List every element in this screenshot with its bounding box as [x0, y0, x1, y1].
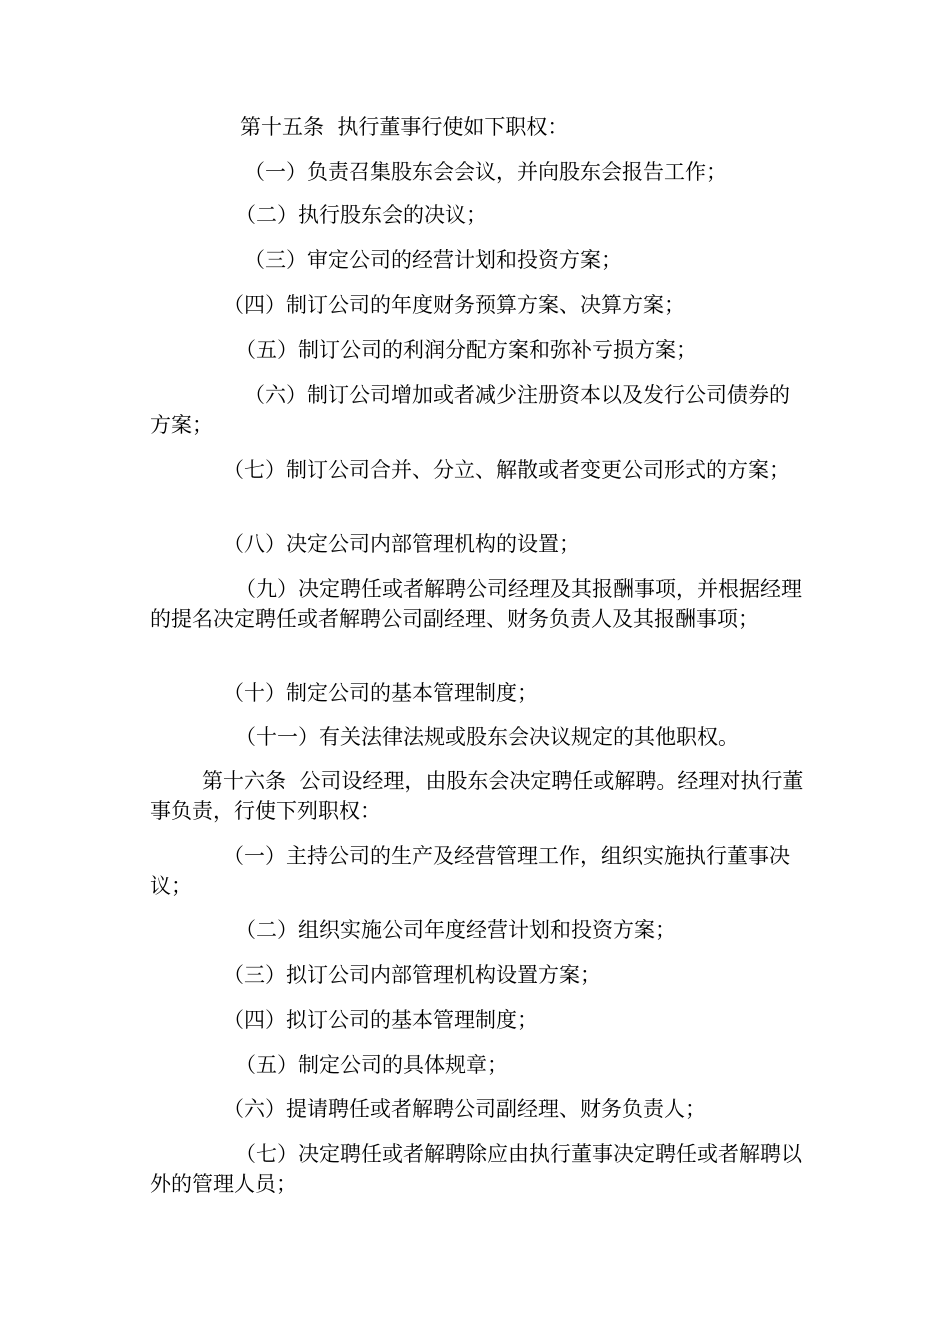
article-15-item-4: （四）制订公司的年度财务预算方案、决算方案； — [223, 293, 685, 317]
article-15-heading: 第十五条 执行董事行使如下职权： — [240, 115, 569, 139]
article-16-item-3: （三）拟订公司内部管理机构设置方案； — [223, 963, 601, 987]
article-15-item-6: （六）制订公司增加或者减少注册资本以及发行公司债券的方案； — [150, 383, 790, 437]
article-15-item-1: （一）负责召集股东会会议，并向股东会报告工作； — [244, 160, 727, 184]
article-15-item-8: （八）决定公司内部管理机构的设置； — [223, 532, 580, 556]
article-15-item-3: （三）审定公司的经营计划和投资方案； — [244, 248, 622, 272]
article-16-item-6: （六）提请聘任或者解聘公司副经理、财务负责人； — [223, 1097, 706, 1121]
article-15-item-7: （七）制订公司合并、分立、解散或者变更公司形式的方案； — [223, 458, 790, 482]
article-16-item-2: （二）组织实施公司年度经营计划和投资方案； — [235, 918, 676, 942]
article-16-item-7: （七）决定聘任或者解聘除应由执行董事决定聘任或者解聘以外的管理人员； — [150, 1142, 802, 1196]
article-15-item-10: （十）制定公司的基本管理制度； — [223, 681, 538, 705]
article-15-item-9: （九）决定聘任或者解聘公司经理及其报酬事项，并根据经理的提名决定聘任或者解聘公司副经理、财务负责人及其报酬事项； — [150, 577, 802, 631]
article-16-heading: 第十六条 公司设经理，由股东会决定聘任或解聘。经理对执行董事负责，行使下列职权： — [150, 769, 804, 823]
article-15-item-11: （十一）有关法律法规或股东会决议规定的其他职权。 — [235, 725, 739, 749]
article-15-item-5: （五）制订公司的利润分配方案和弥补亏损方案； — [235, 338, 697, 362]
article-16-item-1: （一）主持公司的生产及经营管理工作，组织实施执行董事决议； — [150, 844, 790, 898]
article-16-item-4: （四）拟订公司的基本管理制度； — [223, 1008, 538, 1032]
article-15-item-2: （二）执行股东会的决议； — [235, 203, 487, 227]
article-16-item-5: （五）制定公司的具体规章； — [235, 1053, 508, 1077]
